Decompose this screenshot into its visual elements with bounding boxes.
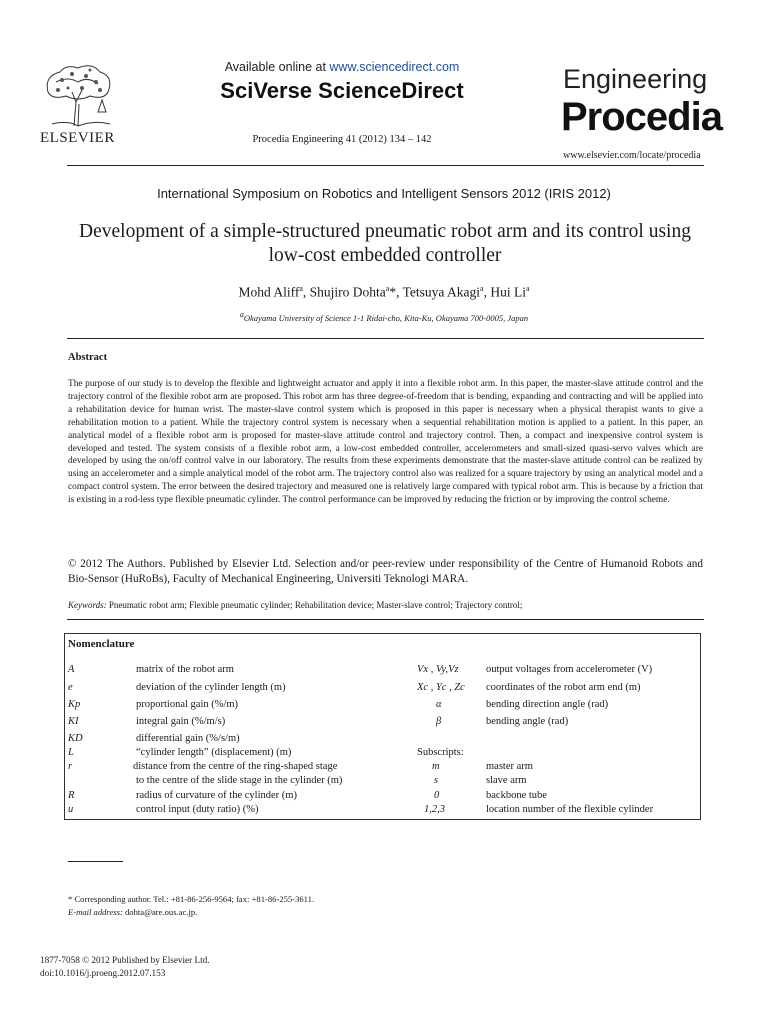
abstract-body: The purpose of our study is to develop the flexible and lightweight actuator and apply it into a flexible robot arm. In this paper, the master-slave attitude control and the trajectory control of the flexible robot arm are proposed. This robot arm has three degree-of-freedom that is bending, expanding and contracting and will be applied into a rehabilitation device for human wrist. The master-slave control system which is proposed in this paper is necessary when a physical therapist wants to give a rehabilitation motion to a patient. While the trajectory control system is necessary when a sequential rehabilitation motion is applied to a patient. In this paper, an analytical model of a flexible robot arm is proposed for master-slave attitude control and trajectory control. Then, a compact and inexpensive control system is developed and tested. The system consists of a flexible robot arm, a low-cost embedded controller, accelerometers and small-sized quasi-servo valves which are developed by using the on/off control valve in our laboratory. The results from these experiments demonstrate that the master-slave attitude control can be realized by using an accelerometer and a simple analytical model of the robot arm. The trajectory control also was realized for a square trajectory by using an analytical model and a compact control system. The error between the desired trajectory and measured one is relatively large compared with typical robot arm. This is because by a friction that is existing in a rod-less type flexible pneumatic cylinder. The control performance can be improved by reducing the friction or by improving the control scheme.	[68, 379, 703, 506]
header-divider	[67, 165, 704, 166]
paper-title: Development of a simple-structured pneumatic robot arm and its control using low-cost embedded controller	[79, 221, 691, 266]
nomenclature-description: matrix of the robot arm	[136, 664, 234, 675]
journal-name-line1: Engineering	[563, 64, 708, 94]
nomenclature-symbol: KI	[68, 716, 79, 727]
affiliation: $^a$Okayama University of Science 1-1 Ridai-cho, Kita-Ku, Okayama 700-0005, Japan	[239, 310, 529, 323]
corresponding-author-note: * Corresponding author. Tel.: +81-86-256-9564; fax: +81-86-255-3611.	[68, 894, 315, 904]
nomenclature-description: output voltages from accelerometer (V)	[486, 664, 653, 675]
nomenclature-symbol: s	[434, 775, 439, 786]
nomenclature-description: control input (duty ratio) (%)	[136, 804, 259, 815]
email-note: E-mail address: dohta@are.ous.ac.jp.	[68, 907, 198, 917]
conference-name: International Symposium on Robotics and Intelligent Sensors 2012 (IRIS 2012)	[157, 186, 611, 201]
author-list: Mohd Aliff$^a$, Shujiro Dohta$^a$*, Tetsuya Akagi$^a$, Hui Li$^a$	[238, 284, 530, 300]
doi-link[interactable]: doi:10.1016/j.proeng.2012.07.153	[40, 968, 166, 978]
nomenclature-symbol: β	[436, 716, 442, 727]
nomenclature-description: bending direction angle (rad)	[486, 699, 609, 710]
nomenclature-symbol: 1,2,3	[424, 804, 445, 815]
nomenclature-description: radius of curvature of the cylinder (m)	[136, 790, 297, 801]
nomenclature-symbol: e	[68, 682, 73, 693]
nomenclature-symbol: A	[68, 664, 75, 675]
nomenclature-description: location number of the flexible cylinder	[486, 804, 654, 815]
keywords-bottom-rule	[67, 619, 704, 620]
nomenclature-symbol: KD	[68, 733, 83, 744]
nomenclature-description: differential gain (%/s/m)	[136, 733, 240, 744]
nomenclature-symbol: Kp	[68, 699, 81, 710]
subscripts-label: Subscripts:	[417, 747, 464, 758]
nomenclature-symbol: 0	[434, 790, 440, 801]
email-link[interactable]: dohta@are.ous.ac.jp.	[124, 907, 198, 917]
nomenclature-description: “cylinder length” (displacement) (m)	[136, 747, 292, 758]
footnote-divider	[68, 861, 123, 862]
journal-citation: Procedia Engineering 41 (2012) 134 – 142	[252, 134, 432, 145]
nomenclature-symbol: R	[68, 790, 75, 801]
nomenclature-description: coordinates of the robot arm end (m)	[486, 682, 641, 693]
journal-url-link[interactable]: www.elsevier.com/locate/procedia	[563, 150, 701, 161]
nomenclature-description: master arm	[486, 761, 533, 772]
nomenclature-description: distance from the centre of the ring-shaped stage	[133, 761, 338, 772]
nomenclature-symbol: m	[432, 761, 440, 772]
copyright-statement: © 2012 The Authors. Published by Elsevier Ltd. Selection and/or peer-review under responsibility of the Centre of Humanoid Robots and Bio-Sensor (HuRoBs), Faculty of Mechanical Engineering, Universiti Teknologi MARA.	[68, 558, 703, 585]
nomenclature-symbol: L	[68, 747, 74, 758]
journal-name-line2: Procedia	[561, 95, 722, 139]
abstract-top-rule	[67, 338, 704, 339]
nomenclature-description: integral gain (%/m/s)	[136, 716, 226, 727]
nomenclature-symbol: α	[436, 699, 442, 710]
nomenclature-title: Nomenclature	[68, 638, 135, 650]
nomenclature-description: to the centre of the slide stage in the cylinder (m)	[136, 775, 343, 786]
availability-line: Available online at www.sciencedirect.com	[224, 60, 460, 74]
issn-line: 1877-7058 © 2012 Published by Elsevier Ltd.	[40, 955, 210, 965]
nomenclature-symbol: Xc , Yc , Zc	[417, 682, 465, 693]
nomenclature-description: proportional gain (%/m)	[136, 699, 239, 710]
abstract-heading: Abstract	[68, 352, 108, 363]
nomenclature-description: backbone tube	[486, 790, 547, 801]
nomenclature-description: deviation of the cylinder length (m)	[136, 682, 286, 693]
nomenclature-description: bending angle (rad)	[486, 716, 569, 727]
keywords: Keywords: Pneumatic robot arm; Flexible pneumatic cylinder; Rehabilitation device; Master-slave control; Trajectory control;	[68, 600, 523, 610]
platform-name: SciVerse ScienceDirect	[220, 78, 464, 103]
nomenclature-symbol: r	[68, 761, 73, 772]
publisher-name: ELSEVIER	[40, 130, 115, 146]
nomenclature-symbol: Vx , Vy,Vz	[417, 664, 459, 675]
nomenclature-symbol: u	[68, 804, 74, 815]
sciencedirect-link[interactable]: www.sciencedirect.com	[329, 60, 460, 74]
nomenclature-description: slave arm	[486, 775, 527, 786]
